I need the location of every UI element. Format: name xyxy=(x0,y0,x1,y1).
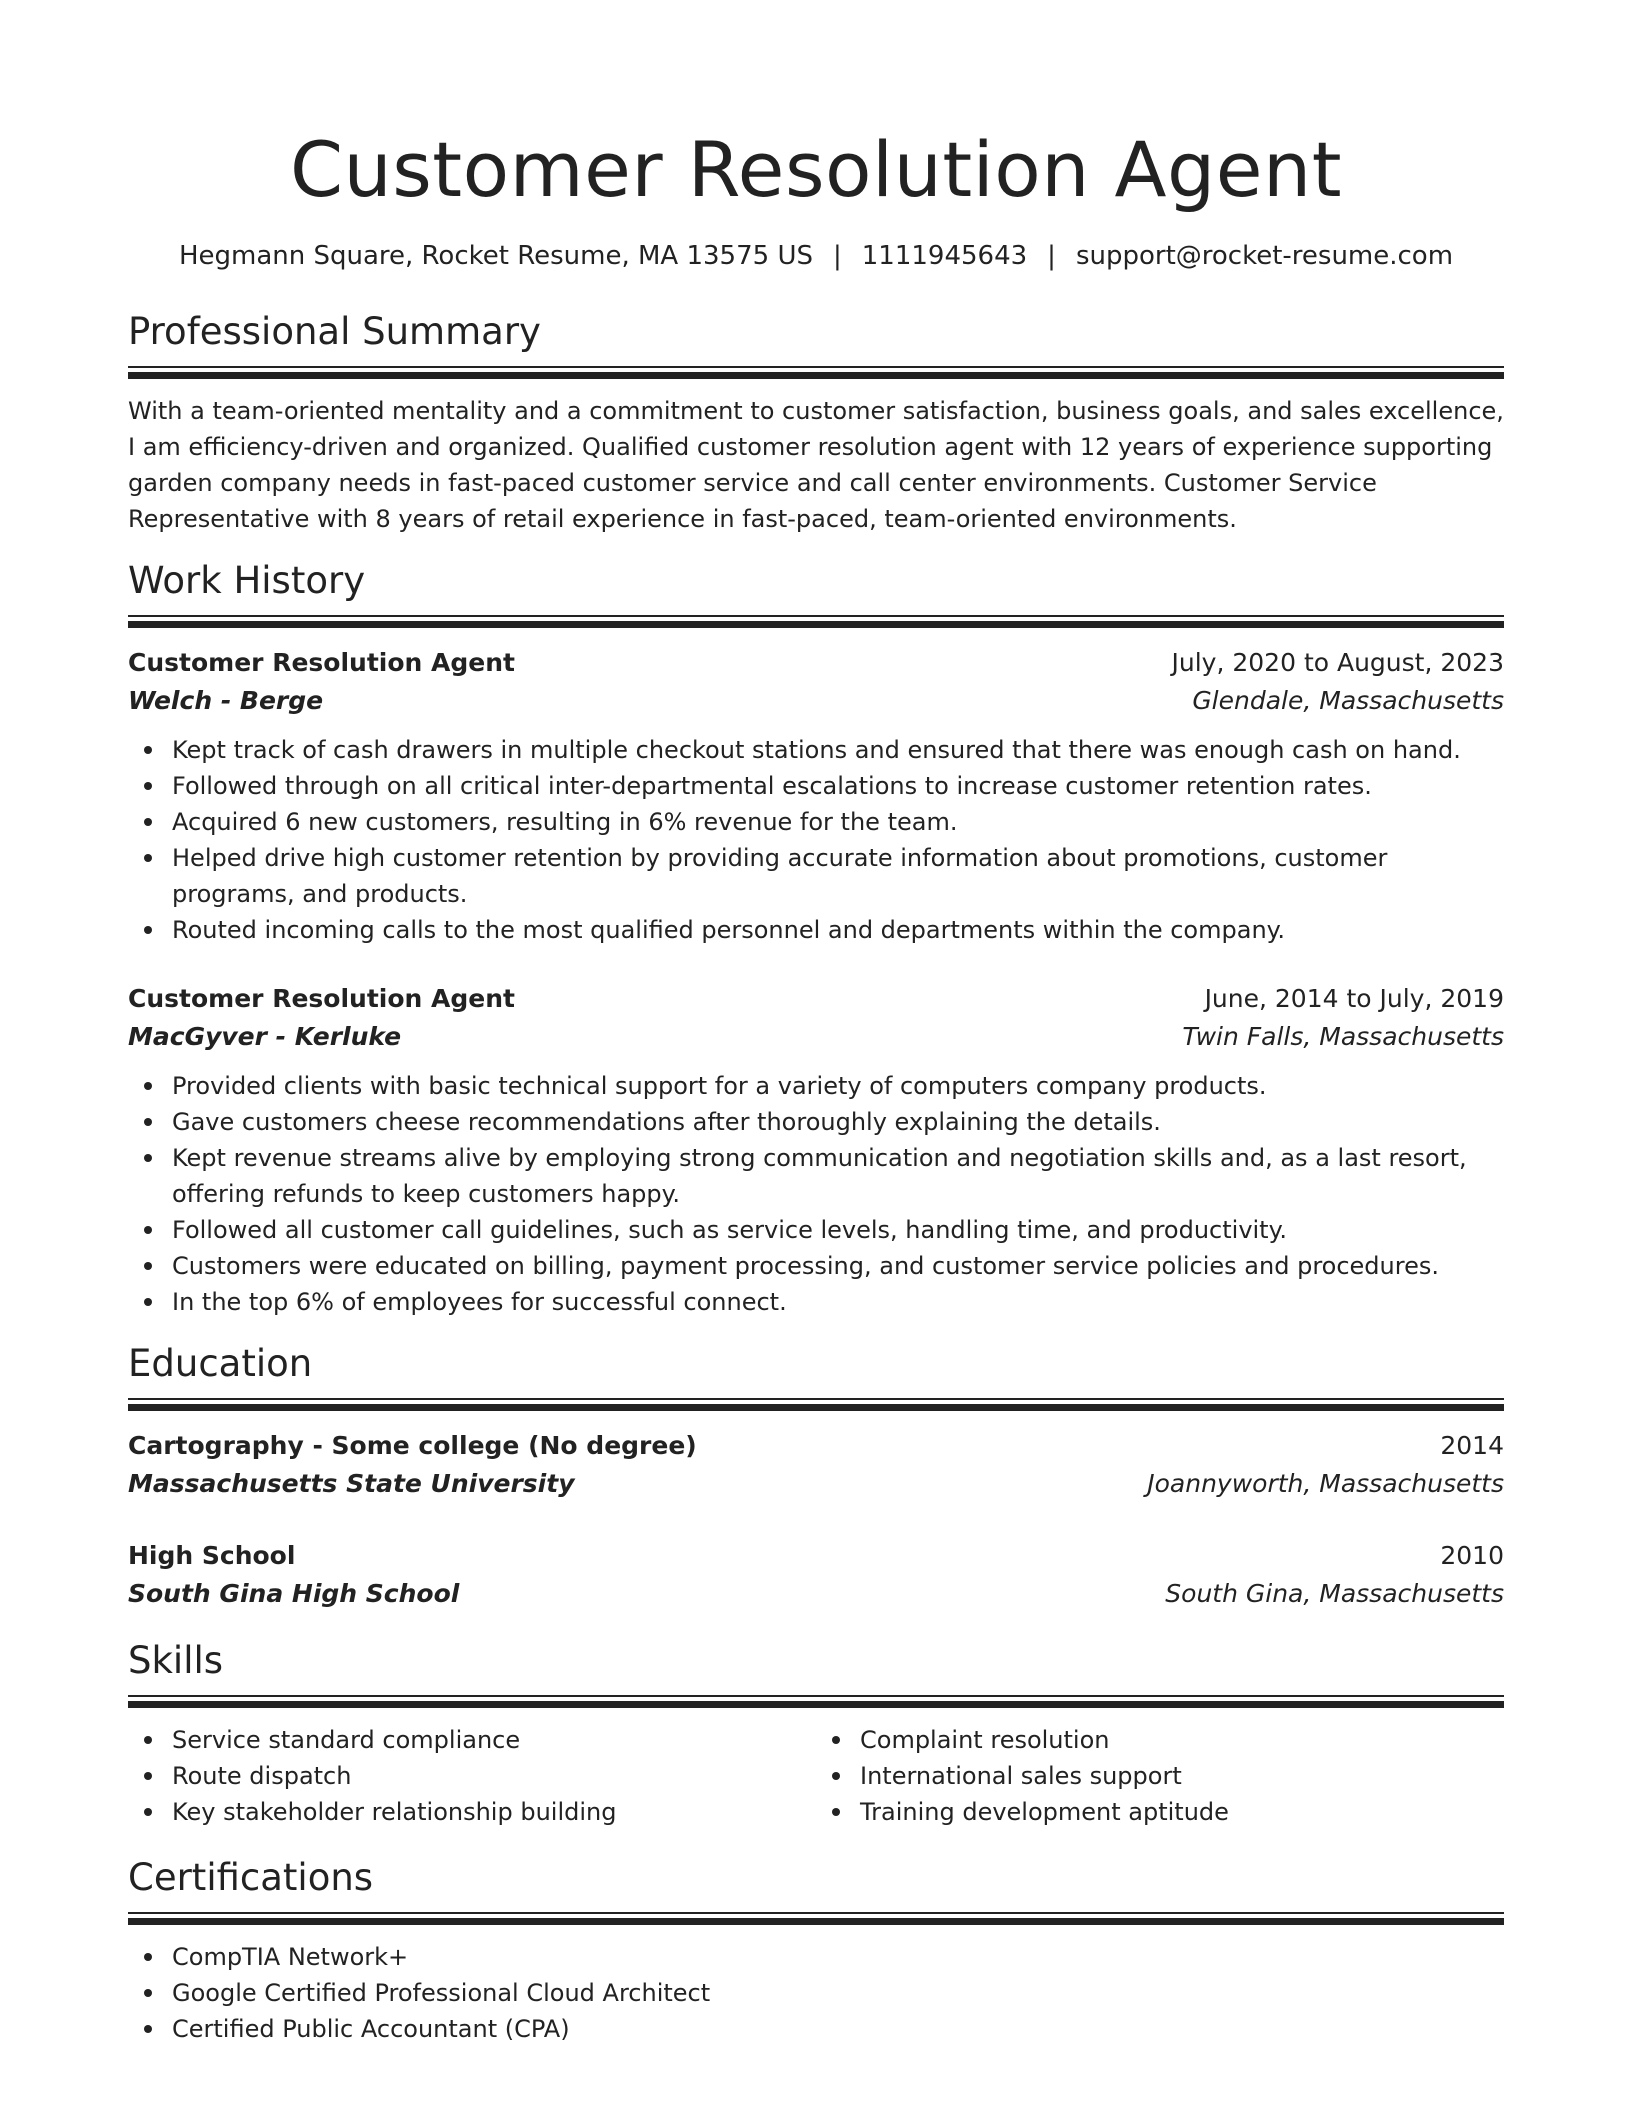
section-title-summary: Professional Summary xyxy=(128,310,541,353)
job-dates: June, 2014 to July, 2019 xyxy=(1204,984,1504,1013)
education-year: 2014 xyxy=(1440,1431,1504,1460)
list-item: Service standard compliance xyxy=(128,1722,816,1758)
section-title-skills: Skills xyxy=(128,1639,224,1682)
skills-columns xyxy=(128,1722,1504,1830)
section-divider xyxy=(128,1398,1504,1411)
job-bullets xyxy=(128,1068,1504,1320)
list-item: Acquired 6 new customers, resulting in 6% revenue for the team. xyxy=(128,804,1504,840)
list-item: Helped drive high customer retention by providing accurate information about promotions, customer programs, and products. xyxy=(128,840,1504,912)
skills-left-column xyxy=(128,1722,816,1830)
section-divider xyxy=(128,366,1504,379)
section-divider xyxy=(128,615,1504,628)
job-subheader xyxy=(128,682,1504,720)
section-title-work: Work History xyxy=(128,559,366,602)
education-year: 2010 xyxy=(1440,1541,1504,1570)
skills-right-column xyxy=(816,1722,1504,1830)
list-item: Routed incoming calls to the most qualified personnel and departments within the company. xyxy=(128,912,1504,948)
job-location: Twin Falls, Massachusetts xyxy=(1182,1022,1504,1051)
job-dates: July, 2020 to August, 2023 xyxy=(1171,648,1504,677)
job-company: Welch - Berge xyxy=(128,686,324,715)
certifications-list xyxy=(128,1939,1504,2047)
education-degree: High School xyxy=(128,1541,296,1570)
education-school: South Gina High School xyxy=(128,1579,460,1608)
resume-name: Customer Resolution Agent xyxy=(289,125,1343,214)
list-item: Google Certified Professional Cloud Architect xyxy=(128,1975,1504,2011)
job-company: MacGyver - Kerluke xyxy=(128,1022,402,1051)
list-item: Kept track of cash drawers in multiple checkout stations and ensured that there was enough cash on hand. xyxy=(128,732,1504,768)
list-item: Certified Public Accountant (CPA) xyxy=(128,2011,1504,2047)
list-item: CompTIA Network+ xyxy=(128,1939,1504,1975)
list-item: Complaint resolution xyxy=(816,1722,1504,1758)
education-school: Massachusetts State University xyxy=(128,1469,575,1498)
section-title-education: Education xyxy=(128,1342,313,1385)
job-entry xyxy=(128,980,1504,1320)
contact-email: support@rocket-resume.com xyxy=(1075,241,1454,271)
section-work-history xyxy=(128,557,1504,1320)
education-location: South Gina, Massachusetts xyxy=(1165,1579,1504,1608)
job-subheader xyxy=(128,1018,1504,1056)
contact-phone: 1111945643 xyxy=(861,241,1028,271)
job-bullets xyxy=(128,732,1504,948)
summary-text: With a team-oriented mentality and a commitment to customer satisfaction, business goals, and sales excellence, I am efficiency-driven and organized. Qualified customer resolution agent with 12 years of experience supporting garden company needs in fast-paced customer service and call center environments. Customer Service Representative with 8 years of retail experience in fast-paced, team-oriented environments. xyxy=(128,397,1504,533)
list-item: Training development aptitude xyxy=(816,1794,1504,1830)
job-header xyxy=(128,644,1504,682)
section-title-certifications: Certifications xyxy=(128,1856,374,1899)
contact-separator: | xyxy=(832,241,842,271)
job-header xyxy=(128,980,1504,1018)
education-entry xyxy=(128,1427,1504,1503)
section-certifications xyxy=(128,1854,1504,2047)
education-header xyxy=(128,1427,1504,1465)
list-item: Route dispatch xyxy=(128,1758,816,1794)
job-entry xyxy=(128,644,1504,948)
job-role: Customer Resolution Agent xyxy=(128,984,515,1013)
section-education xyxy=(128,1340,1504,1613)
job-location: Glendale, Massachusetts xyxy=(1192,686,1504,715)
list-item: International sales support xyxy=(816,1758,1504,1794)
section-divider xyxy=(128,1912,1504,1925)
resume-page xyxy=(128,0,1504,2047)
contact-address: Hegmann Square, Rocket Resume, MA 13575 US xyxy=(178,241,813,271)
section-skills xyxy=(128,1637,1504,1830)
education-entry xyxy=(128,1537,1504,1613)
education-subheader xyxy=(128,1465,1504,1503)
job-role: Customer Resolution Agent xyxy=(128,648,515,677)
education-location: Joannyworth, Massachusetts xyxy=(1147,1469,1504,1498)
list-item: Customers were educated on billing, payment processing, and customer service policies and procedures. xyxy=(128,1248,1504,1284)
education-degree: Cartography - Some college (No degree) xyxy=(128,1431,697,1460)
list-item: Kept revenue streams alive by employing strong communication and negotiation skills and, as a last resort, offering refunds to keep customers happy. xyxy=(128,1140,1504,1212)
list-item: Provided clients with basic technical support for a variety of computers company products. xyxy=(128,1068,1504,1104)
list-item: Followed through on all critical inter-departmental escalations to increase customer retention rates. xyxy=(128,768,1504,804)
list-item: Gave customers cheese recommendations after thoroughly explaining the details. xyxy=(128,1104,1504,1140)
contact-separator: | xyxy=(1047,241,1056,271)
section-divider xyxy=(128,1695,1504,1708)
list-item: Followed all customer call guidelines, such as service levels, handling time, and productivity. xyxy=(128,1212,1504,1248)
list-item: Key stakeholder relationship building xyxy=(128,1794,816,1830)
list-item: In the top 6% of employees for successful connect. xyxy=(128,1284,1504,1320)
education-subheader xyxy=(128,1575,1504,1613)
section-summary xyxy=(128,308,1504,537)
contact-line xyxy=(128,238,1504,274)
education-header xyxy=(128,1537,1504,1575)
